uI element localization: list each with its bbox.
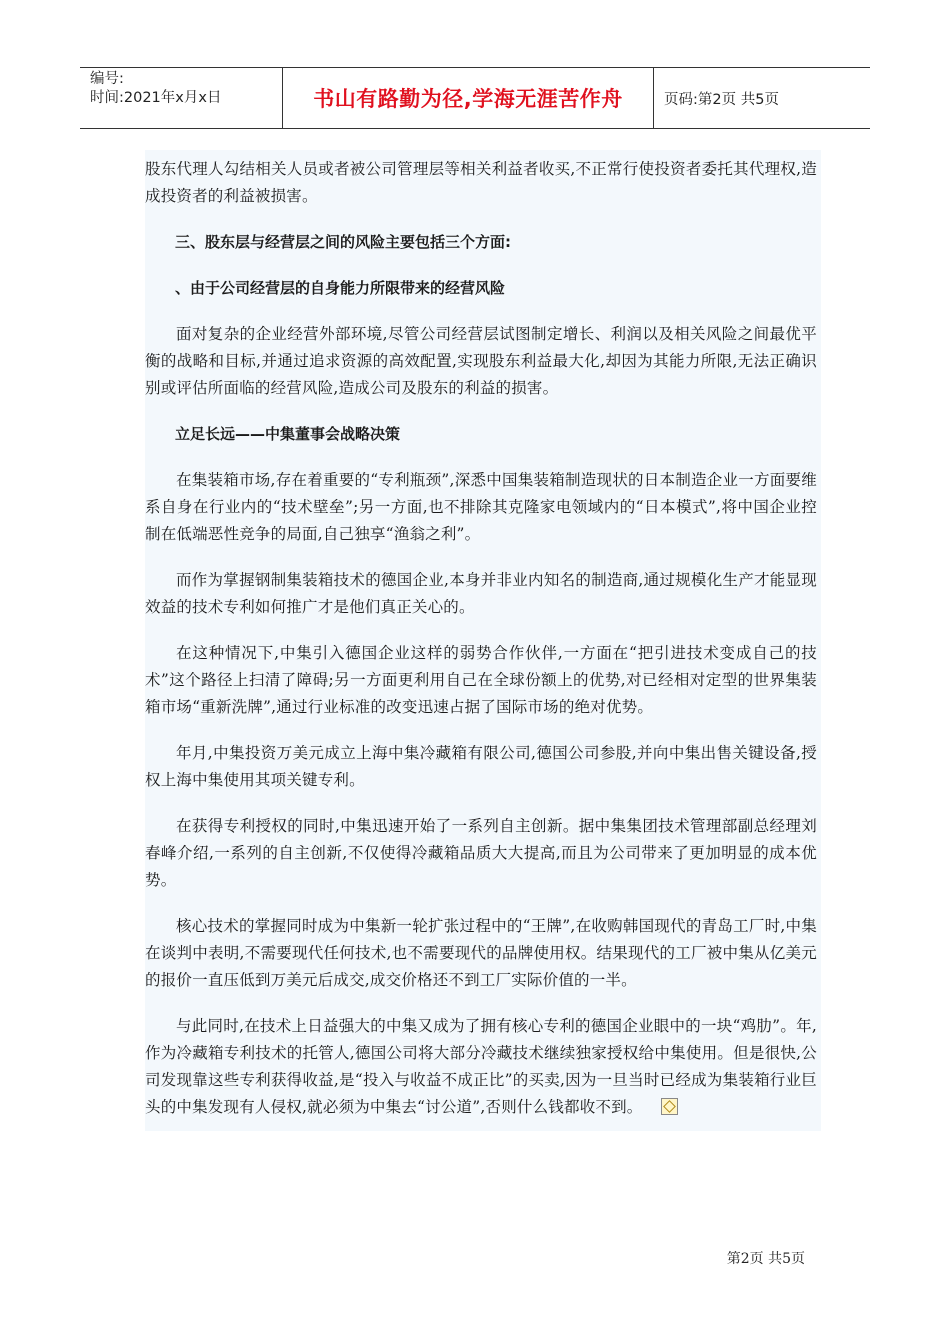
paragraph: 股东代理人勾结相关人员或者被公司管理层等相关利益者收买,不正常行使投资者委托其代理权,造成投资者的利益被损害。 xyxy=(145,160,817,205)
case-heading: 立足长远——中集董事会战略决策 xyxy=(175,425,401,443)
number-label: 编号: xyxy=(90,71,124,87)
header-motto-cell xyxy=(282,68,654,128)
paragraph-text: 与此同时,在技术上日益强大的中集又成为了拥有核心专利的德国企业眼中的一块“鸡肋”。年,作为冷藏箱专利技术的托管人,德国公司将大部分冷藏技术继续独家授权给中集使用。但是很快,公司发现靠这些专利获得收益,是“投入与收益不成正比”的买卖,因为一旦当时已经成为集装箱行业巨头的中集发现有人侵权,就必须为中集去“讨公道”,否则什么钱都收不到。 xyxy=(145,1017,817,1116)
document-body xyxy=(145,150,821,1131)
header-motto: 书山有路勤为径,学海无涯苦作舟 xyxy=(313,87,623,111)
page-header xyxy=(80,67,870,129)
time-label: 时间:2021年x月x日 xyxy=(90,90,222,106)
paragraph-last xyxy=(145,1013,821,1121)
page-footer: 第2页 共5页 xyxy=(726,1251,805,1267)
paragraph: 核心技术的掌握同时成为中集新一轮扩张过程中的“王牌”,在收购韩国现代的青岛工厂时,中集在谈判中表明,不需要现代任何技术,也不需要现代的品牌使用权。结果现代的工厂被中集从亿美元的报价一直压低到万美元后成交,成交价格还不到工厂实际价值的一半。 xyxy=(145,917,817,989)
paragraph: 在集装箱市场,存在着重要的“专利瓶颈”,深悉中国集装箱制造现状的日本制造企业一方面要维系自身在行业内的“技术壁垒”;另一方面,也不排除其克隆家电领域内的“日本模式”,将中国企业控制在低端恶性竞争的局面,自己独享“渔翁之利”。 xyxy=(145,471,817,543)
sub-heading: 、由于公司经营层的自身能力所限带来的经营风险 xyxy=(175,279,506,297)
section-heading: 三、股东层与经营层之间的风险主要包括三个方面: xyxy=(175,233,512,251)
document-link-icon[interactable] xyxy=(661,1098,678,1115)
header-meta xyxy=(80,68,282,128)
paragraph: 在获得专利授权的同时,中集迅速开始了一系列自主创新。据中集集团技术管理部副总经理刘春峰介绍,一系列的自主创新,不仅使得冷藏箱品质大大提高,而且为公司带来了更加明显的成本优势。 xyxy=(145,817,817,889)
paragraph: 面对复杂的企业经营外部环境,尽管公司经营层试图制定增长、利润以及相关风险之间最优平衡的战略和目标,并通过追求资源的高效配置,实现股东利益最大化,却因为其能力所限,无法正确识别或评估所面临的经营风险,造成公司及股东的利益的损害。 xyxy=(145,325,817,397)
header-page-code: 页码:第2页 共5页 xyxy=(664,91,779,108)
paragraph: 而作为掌握钢制集装箱技术的德国企业,本身并非业内知名的制造商,通过规模化生产才能显现效益的技术专利如何推广才是他们真正关心的。 xyxy=(145,571,817,616)
paragraph: 年月,中集投资万美元成立上海中集冷藏箱有限公司,德国公司参股,并向中集出售关键设备,授权上海中集使用其项关键专利。 xyxy=(145,744,817,789)
paragraph: 在这种情况下,中集引入德国企业这样的弱势合作伙伴,一方面在“把引进技术变成自己的技术”这个路径上扫清了障碍;另一方面更利用自己在全球份额上的优势,对已经相对定型的世界集装箱市场“重新洗牌”,通过行业标准的改变迅速占据了国际市场的绝对优势。 xyxy=(145,644,817,716)
